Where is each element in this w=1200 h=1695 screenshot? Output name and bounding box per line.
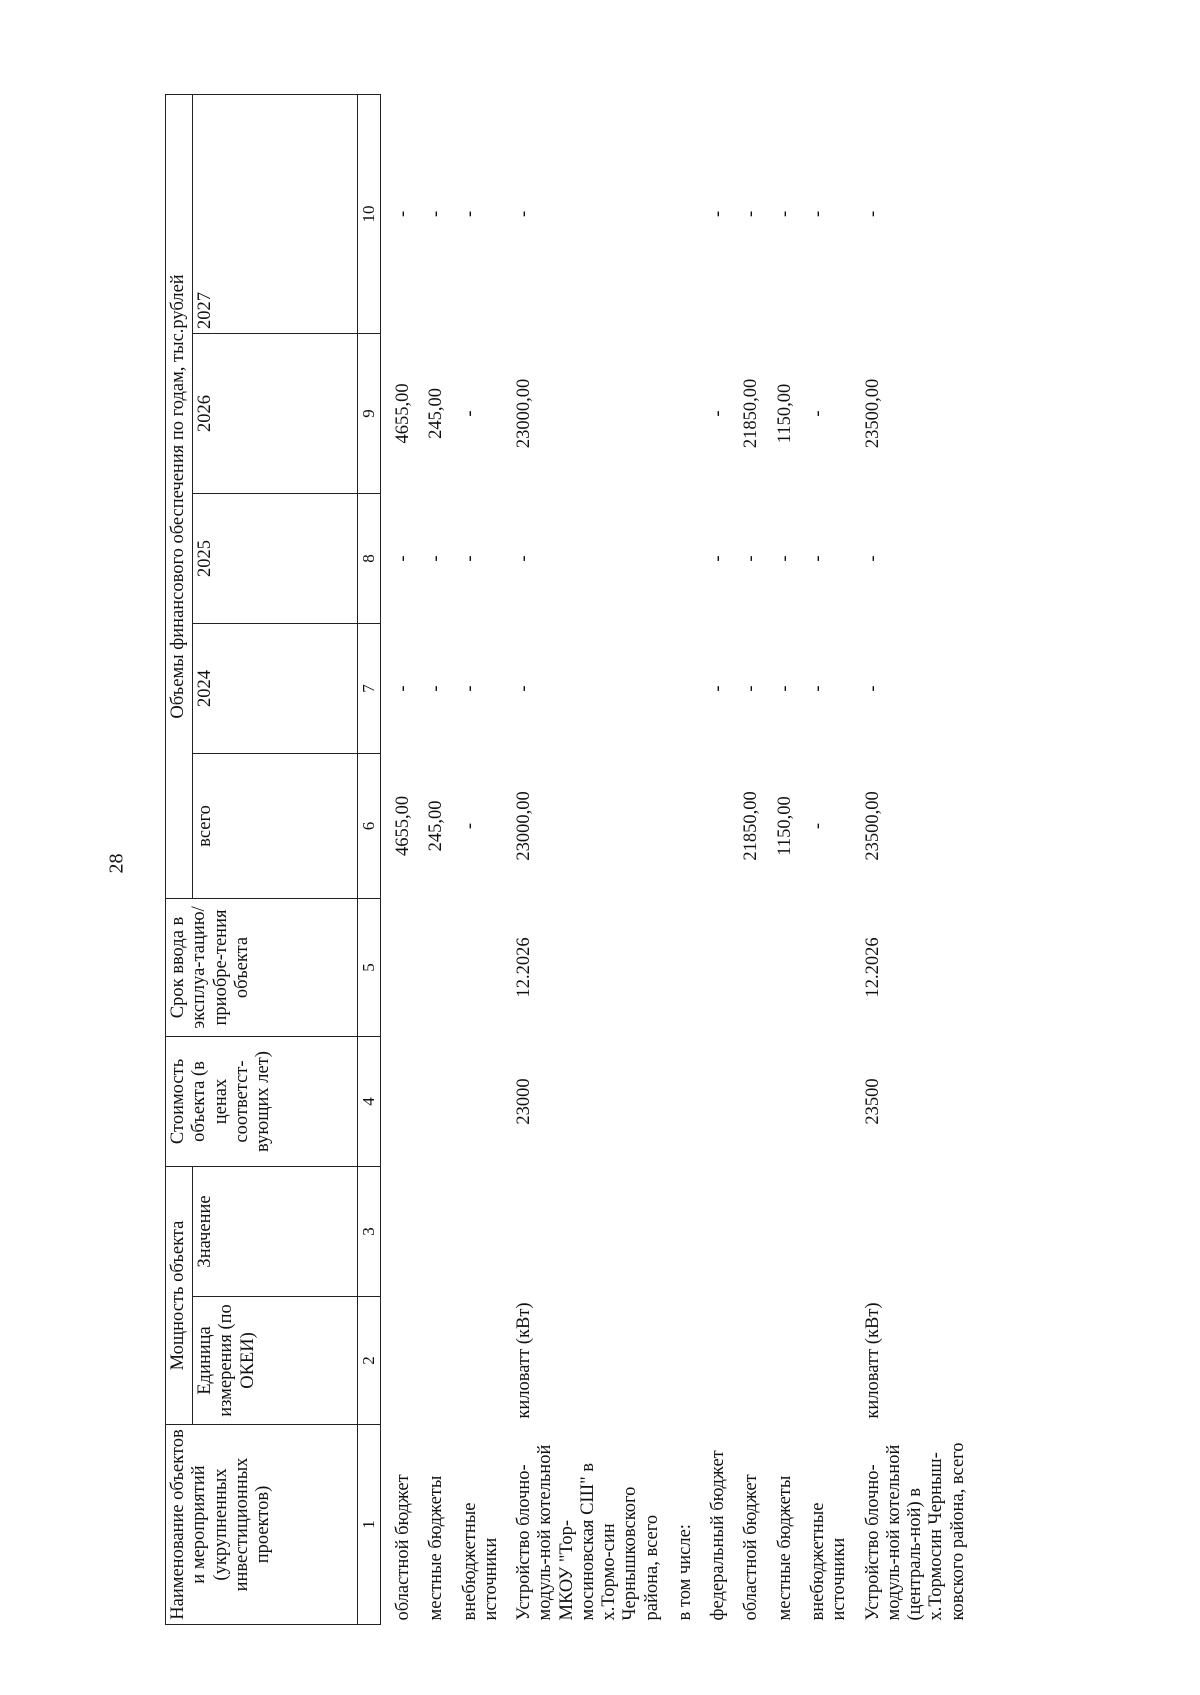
row-total: 245,00 bbox=[426, 800, 447, 852]
row-2025: - bbox=[807, 555, 828, 562]
row-2025: - bbox=[741, 555, 762, 562]
row-2024: - bbox=[426, 685, 447, 692]
row-cost bbox=[763, 1036, 796, 1166]
header-cost: Стоимость объекта (в ценах соответст-вующих лет) bbox=[166, 1036, 358, 1166]
row-unit bbox=[381, 1297, 415, 1425]
row-name: местные бюджеты bbox=[774, 1475, 795, 1621]
header-2025: 2025 bbox=[193, 493, 358, 623]
column-number: 10 bbox=[358, 94, 381, 333]
row-cost bbox=[414, 1036, 447, 1166]
row-2024: - bbox=[774, 685, 795, 692]
row-2025: - bbox=[426, 555, 447, 562]
row-name: местные бюджеты bbox=[426, 1475, 447, 1621]
row-cost: 23000 bbox=[514, 1078, 535, 1125]
row-unit bbox=[796, 1297, 851, 1425]
header-value: Значение bbox=[193, 1166, 358, 1296]
table-row bbox=[763, 94, 796, 1624]
row-name: в том числе: bbox=[674, 1524, 695, 1621]
row-unit bbox=[448, 1297, 503, 1425]
column-number: 5 bbox=[358, 898, 381, 1036]
row-unit bbox=[663, 1297, 696, 1425]
table-row bbox=[696, 94, 729, 1624]
row-2027: - bbox=[426, 210, 447, 218]
row-total: - bbox=[807, 822, 828, 830]
row-cost bbox=[729, 1036, 762, 1166]
row-name: Устройство блочно-модуль-ной котельной МКОУ "Тор-мосиновская СШ" в х.Тормо-син Чернышковского района, всего bbox=[514, 1444, 662, 1621]
row-2026: - bbox=[459, 410, 480, 417]
row-2025: - bbox=[774, 555, 795, 562]
row-2025: - bbox=[459, 555, 480, 562]
row-2025: - bbox=[393, 555, 413, 562]
row-total: 23000,00 bbox=[514, 791, 535, 861]
row-2027: - bbox=[807, 210, 828, 218]
row-2024: - bbox=[459, 685, 480, 692]
column-number: 3 bbox=[358, 1166, 381, 1296]
header-capacity: Мощность объекта bbox=[166, 1166, 193, 1424]
header-total: всего bbox=[193, 753, 358, 898]
header-name: Наименование объектов и мероприятий (укрупненных инвестиционных проектов) bbox=[166, 1425, 358, 1625]
row-2024: - bbox=[514, 685, 535, 692]
row-2027: - bbox=[741, 210, 762, 218]
table-row bbox=[729, 94, 762, 1624]
row-2026: 23500,00 bbox=[862, 378, 883, 449]
row-unit bbox=[414, 1297, 447, 1425]
row-2027: - bbox=[393, 210, 413, 218]
row-2024: - bbox=[862, 685, 883, 692]
table-row bbox=[448, 94, 503, 1624]
header-unit: Единица измерения (по ОКЕИ) bbox=[193, 1297, 358, 1425]
row-2024: - bbox=[807, 685, 828, 692]
row-name: областной бюджет bbox=[393, 1474, 413, 1621]
row-total: 21850,00 bbox=[741, 791, 762, 861]
row-2026: 1150,00 bbox=[774, 383, 795, 444]
row-cost bbox=[796, 1036, 851, 1166]
row-2027: - bbox=[862, 210, 883, 218]
row-term bbox=[729, 898, 762, 1036]
row-name: Устройство блочно-модуль-ной котельной (централь-ной) в х.Тормосин Черныш-ковского района, всего bbox=[862, 1442, 968, 1621]
row-value bbox=[502, 1166, 663, 1296]
row-2026: 4655,00 bbox=[393, 383, 413, 444]
row-2025: - bbox=[514, 555, 535, 562]
row-total: 23500,00 bbox=[862, 791, 883, 861]
row-term bbox=[381, 898, 415, 1036]
row-value bbox=[663, 1166, 696, 1296]
row-name: внебюджетные источники bbox=[459, 1502, 501, 1621]
row-term bbox=[696, 898, 729, 1036]
table-row bbox=[851, 94, 969, 1624]
row-value bbox=[851, 1166, 969, 1296]
row-value bbox=[448, 1166, 503, 1296]
financing-table bbox=[165, 94, 969, 1625]
column-number: 4 bbox=[358, 1036, 381, 1166]
table-row bbox=[796, 94, 851, 1624]
row-cost bbox=[696, 1036, 729, 1166]
row-2026: 23000,00 bbox=[514, 378, 535, 449]
table-row bbox=[663, 94, 696, 1624]
row-total bbox=[663, 753, 696, 898]
column-number: 2 bbox=[358, 1297, 381, 1425]
row-unit bbox=[696, 1297, 729, 1425]
row-term bbox=[448, 898, 503, 1036]
row-value bbox=[696, 1166, 729, 1296]
table-row bbox=[414, 94, 447, 1624]
row-term: 12.2026 bbox=[862, 937, 883, 998]
row-2024: - bbox=[741, 685, 762, 692]
row-2027: - bbox=[774, 210, 795, 218]
row-term bbox=[663, 898, 696, 1036]
row-unit bbox=[763, 1297, 796, 1425]
row-cost: 23500 bbox=[862, 1078, 883, 1125]
row-2027: - bbox=[514, 210, 535, 218]
column-number: 1 bbox=[358, 1425, 381, 1625]
column-number: 7 bbox=[358, 623, 381, 753]
row-term bbox=[414, 898, 447, 1036]
column-number: 9 bbox=[358, 333, 381, 493]
row-total bbox=[696, 753, 729, 898]
row-2026: 21850,00 bbox=[741, 378, 762, 449]
row-name: федеральный бюджет bbox=[708, 1450, 729, 1621]
row-cost bbox=[663, 1036, 696, 1166]
row-2025: - bbox=[708, 555, 729, 562]
row-2024 bbox=[663, 623, 696, 753]
row-2024: - bbox=[708, 685, 729, 692]
row-term bbox=[763, 898, 796, 1036]
row-cost bbox=[448, 1036, 503, 1166]
financing-table-sheet bbox=[165, 95, 985, 1625]
row-2026: 245,00 bbox=[426, 388, 447, 439]
row-2027: - bbox=[459, 210, 480, 218]
row-2026 bbox=[663, 333, 696, 493]
header-2026: 2026 bbox=[193, 333, 358, 493]
row-unit bbox=[729, 1297, 762, 1425]
table-row bbox=[381, 94, 415, 1624]
row-total: 4655,00 bbox=[393, 795, 413, 857]
header-funding: Объемы финансового обеспечения по годам, тыс.рублей bbox=[166, 94, 193, 898]
row-cost bbox=[381, 1036, 415, 1166]
table-row bbox=[502, 94, 663, 1624]
column-number: 8 bbox=[358, 493, 381, 623]
row-name: областной бюджет bbox=[741, 1474, 762, 1621]
row-unit: киловатт (кВт) bbox=[514, 1302, 535, 1419]
row-value bbox=[414, 1166, 447, 1296]
row-value bbox=[796, 1166, 851, 1296]
row-2024: - bbox=[393, 685, 413, 692]
row-value bbox=[729, 1166, 762, 1296]
row-2027 bbox=[663, 94, 696, 333]
page-number: 28 bbox=[105, 853, 128, 874]
row-term: 12.2026 bbox=[514, 937, 535, 998]
row-2026: - bbox=[708, 410, 729, 417]
row-name: внебюджетные источники bbox=[807, 1502, 850, 1621]
header-2027: 2027 bbox=[193, 94, 358, 333]
column-number: 6 bbox=[358, 753, 381, 898]
row-total: 1150,00 bbox=[774, 796, 795, 856]
row-2027: - bbox=[708, 210, 729, 218]
row-value bbox=[763, 1166, 796, 1296]
row-value bbox=[381, 1166, 415, 1296]
row-2025: - bbox=[862, 555, 883, 562]
header-term: Срок ввода в эксплуа-тацию/ приобре-тения объекта bbox=[166, 898, 358, 1036]
row-term bbox=[796, 898, 851, 1036]
row-2026: - bbox=[807, 410, 828, 417]
row-2025 bbox=[663, 493, 696, 623]
row-unit: киловатт (кВт) bbox=[862, 1302, 883, 1419]
header-2024: 2024 bbox=[193, 623, 358, 753]
row-total: - bbox=[459, 822, 480, 830]
